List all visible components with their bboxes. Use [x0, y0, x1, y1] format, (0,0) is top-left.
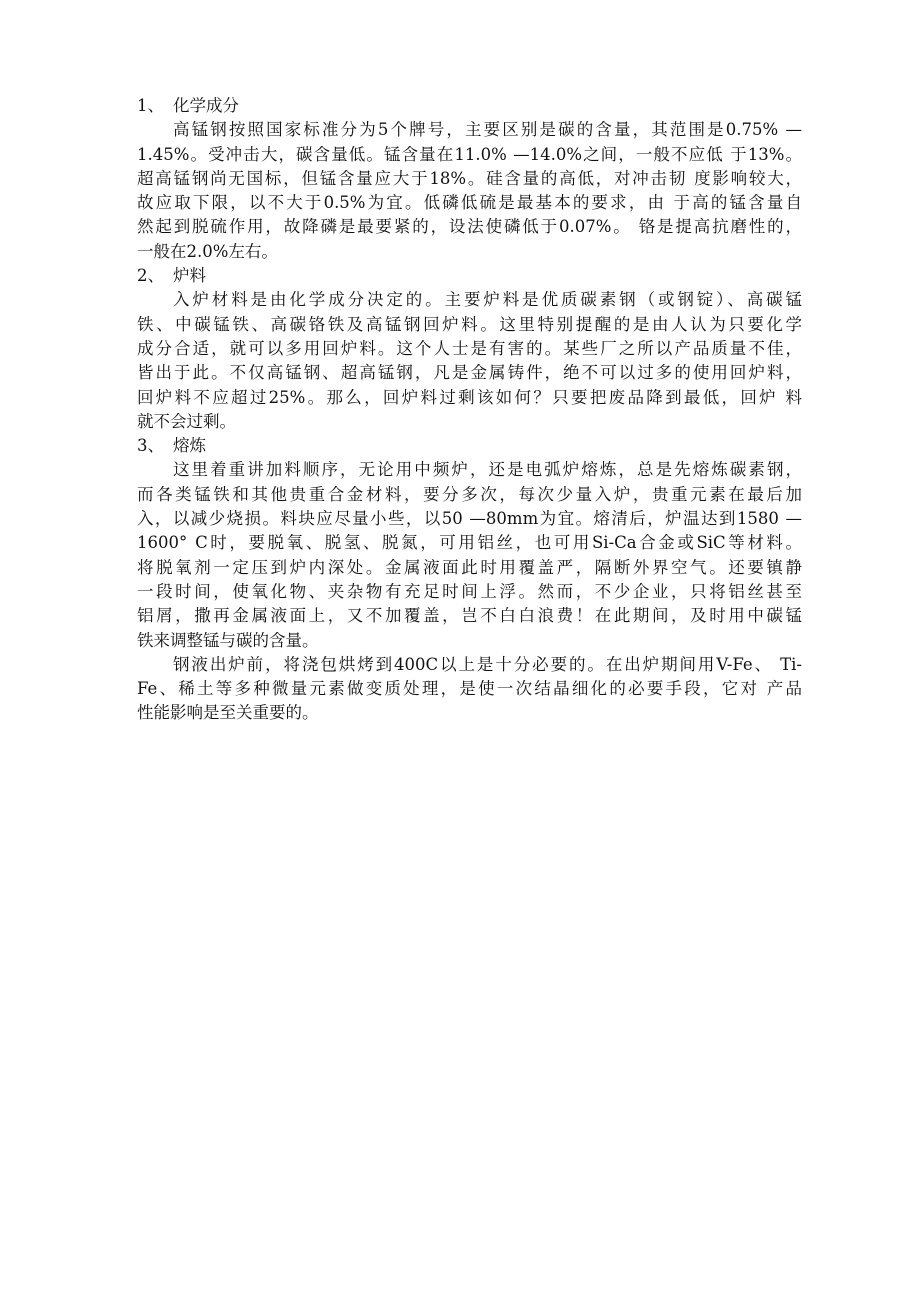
- section-heading: [137, 434, 802, 458]
- section-title: 炉料: [173, 266, 206, 286]
- paragraph-line: 然起到脱硫作用，故降磷是最要紧的，设法使磷低于0.07%。 铬是提高抗磨性的，: [137, 217, 802, 237]
- paragraph-line: Fe、稀土等多种微量元素做变质处理，是使一次结晶细化的必要手段，它对 产品: [137, 679, 802, 699]
- paragraph-line: 故应取下限，以不大于0.5%为宜。低磷低硫是最基本的要求，由 于高的锰含量自: [137, 193, 802, 213]
- paragraph: [137, 288, 802, 434]
- paragraph-line: 1600° C时，要脱氧、脱氢、脱氮，可用铝丝，也可用Si-Ca合金或SiC等材料。: [137, 533, 802, 553]
- paragraph-line: 性能影响是至关重要的。: [137, 703, 319, 723]
- paragraph-line: 1.45%。受冲击大，碳含量低。锰含量在11.0% —14.0%之间，一般不应低 于13%。: [137, 144, 802, 164]
- paragraph-line: 铝屑，撒再金属液面上，又不加覆盖，岂不白白浪费！在此期间，及时用中碳锰: [137, 606, 802, 626]
- section-title: 化学成分: [173, 96, 239, 115]
- paragraph: [137, 458, 802, 652]
- section-number: 1、: [137, 96, 164, 115]
- paragraph-line: 就不会过剩。: [137, 411, 236, 431]
- paragraph-line: 铁、中碳锰铁、高碳铬铁及高锰钢回炉料。这里特别提醒的是由人认为只要化学: [137, 314, 802, 334]
- section-number: 3、: [137, 436, 164, 456]
- paragraph-line: 一段时间，使氧化物、夹杂物有充足时间上浮。然而，不少企业，只将铝丝甚至: [137, 581, 802, 601]
- section-heading: [137, 264, 802, 288]
- section: [137, 94, 802, 264]
- document-page: [137, 94, 802, 726]
- paragraph-line: 成分合适，就可以多用回炉料。这个人士是有害的。某些厂之所以产品质量不佳，: [137, 338, 802, 358]
- section: [137, 434, 802, 726]
- paragraph-line: 这里着重讲加料顺序，无论用中频炉，还是电弧炉熔炼，总是先熔炼碳素钢，: [173, 460, 802, 480]
- paragraph-line: 回炉料不应超过25%。那么，回炉料过剩该如何？只要把废品降到最低，回炉 料: [137, 387, 802, 407]
- paragraph-line: 钢液出炉前，将浇包烘烤到400C以上是十分必要的。在出炉期间用V-Fe、 Ti-: [173, 654, 802, 674]
- paragraph: [137, 118, 802, 264]
- section-title: 熔炼: [173, 436, 206, 456]
- section-number: 2、: [137, 266, 164, 286]
- paragraph: [137, 653, 802, 726]
- paragraph-line: 铁来调整锰与碳的含量。: [137, 630, 319, 650]
- paragraph-line: 入，以减少烧损。料块应尽量小些，以50 —80mm为宜。熔清后，炉温达到1580 —: [137, 509, 802, 529]
- section: [137, 264, 802, 434]
- paragraph-line: 超高锰钢尚无国标，但锰含量应大于18%。硅含量的高低，对冲击韧 度影响较大，: [137, 168, 802, 188]
- paragraph-line: 一般在2.0%左右。: [137, 241, 278, 261]
- paragraph-line: 皆出于此。不仅高锰钢、超高锰钢，凡是金属铸件，绝不可以过多的使用回炉料，: [137, 363, 802, 383]
- paragraph-line: 而各类锰铁和其他贵重合金材料，要分多次，每次少量入炉，贵重元素在最后加: [137, 484, 802, 504]
- paragraph-line: 将脱氧剂一定压到炉内深处。金属液面此时用覆盖严，隔断外界空气。还要镇静: [137, 557, 802, 577]
- paragraph-line: 入炉材料是由化学成分决定的。主要炉料是优质碳素钢（或钢锭）、高碳锰: [173, 290, 802, 310]
- paragraph-line: 高锰钢按照国家标准分为5个牌号，主要区别是碳的含量，其范围是0.75% —: [173, 120, 802, 140]
- section-heading: [137, 94, 802, 118]
